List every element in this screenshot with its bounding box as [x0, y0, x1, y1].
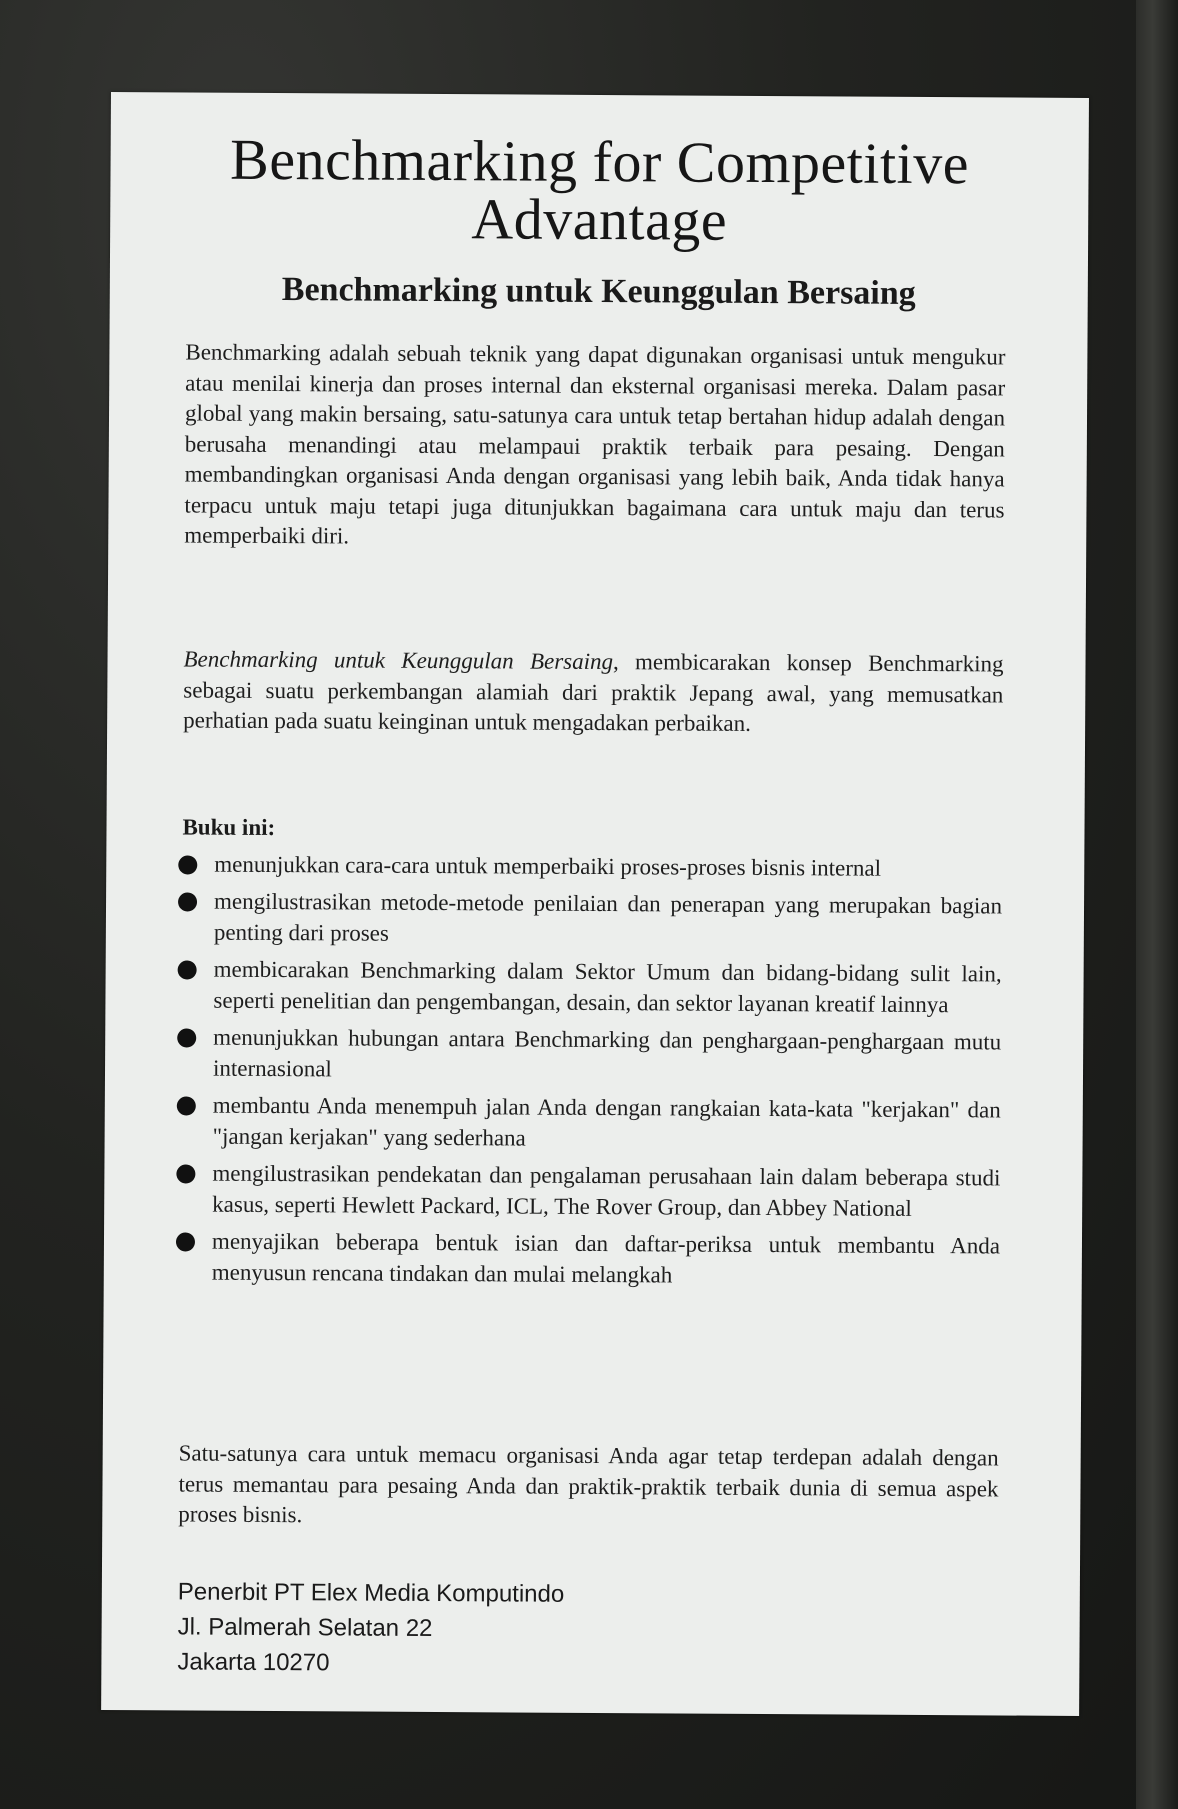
bullet-dot-icon — [178, 960, 197, 979]
list-item: menunjukkan hubungan antara Benchmarking dan penghargaan-penghargaan mutu internasional — [175, 1021, 1001, 1088]
list-item: menunjukkan cara-cara untuk memperbaiki proses-proses bisnis internal — [176, 848, 1002, 884]
closing-paragraph: Satu-satunya cara untuk memacu organisasi Anda agar tetap terdepan adalah dengan terus memantau para pesaing Anda dan praktik-praktik terbaik dunia di semua aspek proses bisnis. — [178, 1440, 999, 1528]
italic-book-title: Benchmarking untuk Keunggulan Bersaing — [183, 646, 614, 675]
list-item: membantu Anda menempuh jalan Anda dengan rangkaian kata-kata "kerjakan" dan "jangan kerjakan" yang sederhana — [175, 1089, 1001, 1156]
publisher-info — [177, 1574, 564, 1681]
description-paragraph-2 — [183, 644, 1004, 741]
publisher-city: Jakarta 10270 — [177, 1648, 330, 1677]
book-features-label: Buku ini: — [182, 814, 276, 841]
bullet-dot-icon — [178, 892, 197, 911]
bullet-dot-icon — [177, 1096, 196, 1115]
description-paragraph-2-text: , membicarakan konsep Benchmarking sebagai suatu perkembangan alamiah dari praktik Jepang awal, yang memusatkan perhatian pada suatu keinginan untuk mengadakan perbaikan. — [183, 649, 1004, 736]
list-item: mengilustrasikan metode-metode penilaian dan penerapan yang merupakan bagian penting dari proses — [176, 885, 1002, 952]
book-title: Benchmarking for Competitive Advantage — [229, 126, 970, 253]
bullet-dot-icon — [176, 1232, 195, 1251]
publisher-address: Jl. Palmerah Selatan 22 — [177, 1613, 433, 1642]
list-item: mengilustrasikan pendekatan dan pengalaman perusahaan lain dalam beberapa studi kasus, seperti Hewlett Packard, ICL, The Rover Group, dan Abbey National — [174, 1157, 1000, 1224]
blurb-panel — [101, 92, 1089, 1716]
book-subtitle: Benchmarking untuk Keunggulan Bersaing — [281, 271, 916, 312]
feature-list — [174, 848, 1003, 1298]
description-paragraph-1: Benchmarking adalah sebuah teknik yang dapat digunakan organisasi untuk mengukur atau menilai kinerja dan proses internal dan eksternal organisasi mereka. Dalam pasar global yang makin bersaing, satu-satunya cara untuk tetap bertahan hidup adalah dengan berusaha menandingi atau melampaui praktik terbaik para pesaing. Dengan membandingkan organisasi Anda dengan organisasi yang lebih baik, Anda tidak hanya terpacu untuk maju tetapi juga ditunjukkan bagaimana cara untuk maju dan terus memperbaiki diri. — [184, 339, 1006, 549]
book-spine-edge — [1136, 0, 1178, 1809]
publisher-name: Penerbit PT Elex Media Komputindo — [177, 1578, 565, 1608]
list-item: membicarakan Benchmarking dalam Sektor Umum dan bidang-bidang sulit lain, seperti penelitian dan pengembangan, desain, dan sektor layanan kreatif lainnya — [175, 953, 1001, 1020]
bullet-dot-icon — [178, 855, 197, 874]
list-item: menyajikan beberapa bentuk isian dan daftar-periksa untuk membantu Anda menyusun rencana tindakan dan mulai melangkah — [174, 1225, 1000, 1292]
bullet-dot-icon — [177, 1028, 196, 1047]
bullet-dot-icon — [176, 1164, 195, 1183]
